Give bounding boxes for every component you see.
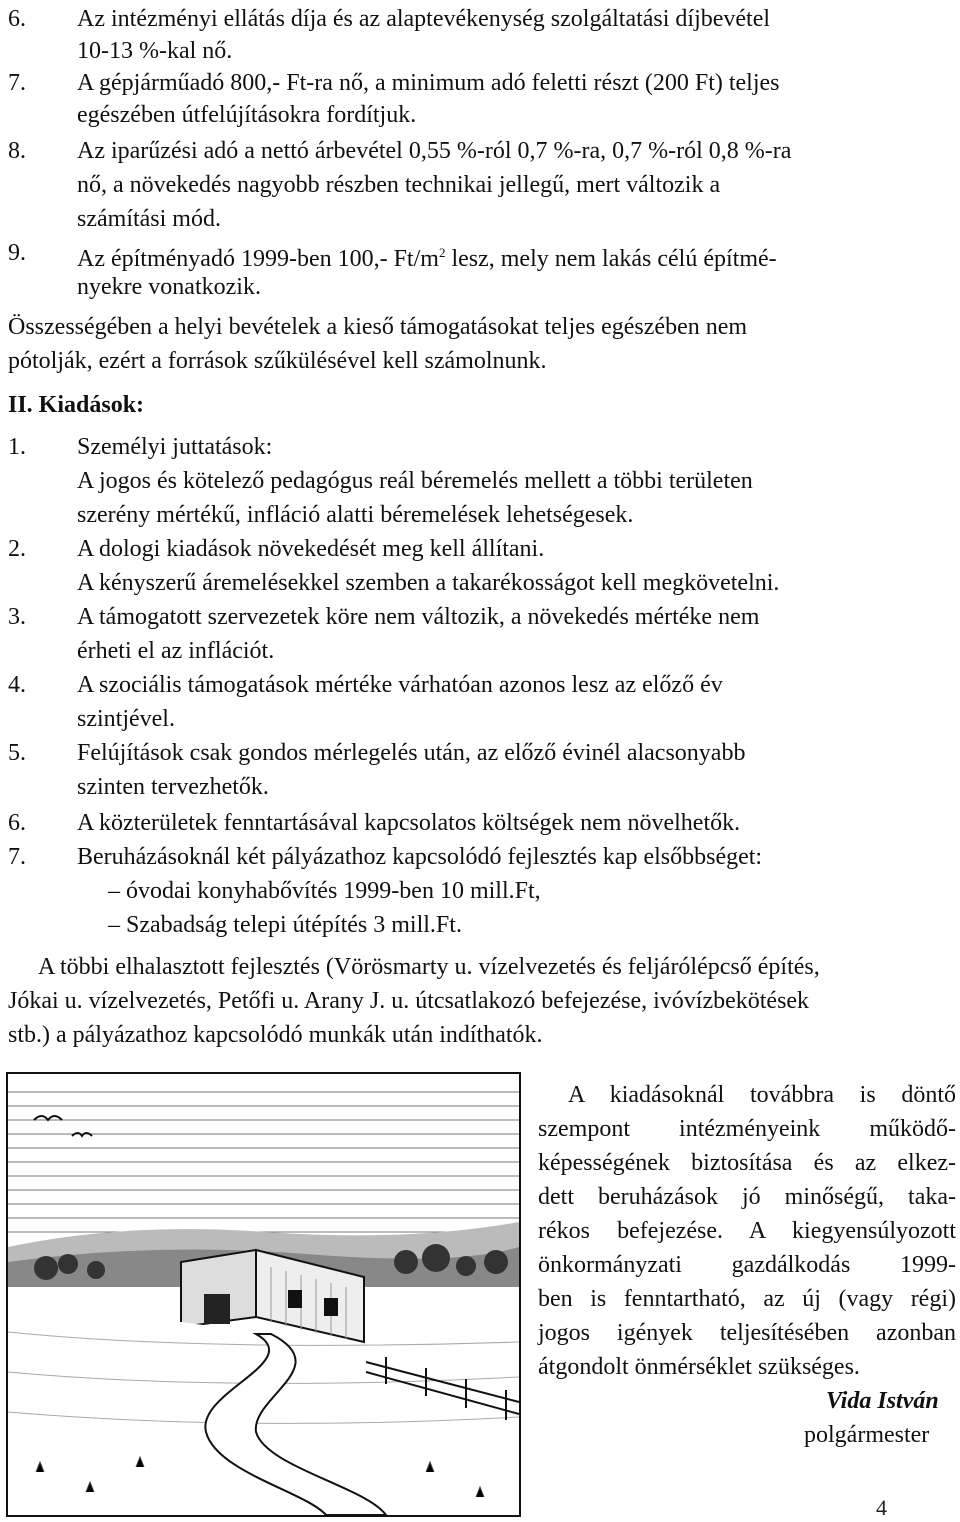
paragraph-line: átgondolt önmérséklet szükséges. xyxy=(538,1354,860,1380)
paragraph-line: önkormányzati gazdálkodás 1999- xyxy=(538,1252,956,1278)
list-item-line: A gépjárműadó 800,- Ft-ra nő, a minimum adó feletti részt (200 Ft) teljes xyxy=(77,70,780,96)
paragraph-line: szempont intézményeink működő- xyxy=(538,1116,956,1142)
paragraph-line: ben is fenntartható, az új (vagy régi) xyxy=(538,1286,956,1312)
signature-title: polgármester xyxy=(804,1422,930,1448)
list-number: 4. xyxy=(8,672,26,698)
list-item-line: szinten tervezhetők. xyxy=(77,774,269,800)
list-number: 9. xyxy=(8,240,26,266)
list-number: 8. xyxy=(8,138,26,164)
paragraph-line: dett beruházások jó minőségű, taka- xyxy=(538,1184,956,1210)
list-item-line: 10-13 %-kal nő. xyxy=(77,38,233,64)
list-number: 7. xyxy=(8,844,26,870)
paragraph-line: jogos igények teljesítésében azonban xyxy=(538,1320,956,1346)
signature-name: Vida István xyxy=(826,1388,939,1414)
list-item-line: Személyi juttatások: xyxy=(77,434,273,460)
list-item-line: Felújítások csak gondos mérlegelés után, az előző évinél alacsonyabb xyxy=(77,740,746,766)
page-number: 4 xyxy=(876,1495,887,1520)
list-item-line: A dologi kiadások növekedését meg kell állítani. xyxy=(77,536,545,562)
list-number: 3. xyxy=(8,604,26,630)
list-item-line: érheti el az inflációt. xyxy=(77,638,275,664)
list-item-line: – Szabadság telepi útépítés 3 mill.Ft. xyxy=(108,912,462,938)
list-number: 6. xyxy=(8,810,26,836)
paragraph-line: A többi elhalasztott fejlesztés (Vörösmarty u. vízelvezetés és feljárólépcső építés, xyxy=(38,954,820,980)
paragraph-line: rékos befejezése. A kiegyensúlyozott xyxy=(538,1218,956,1244)
paragraph-line: A kiadásoknál továbbra is döntő xyxy=(568,1082,956,1108)
list-item-line: egészében útfelújításokra fordítjuk. xyxy=(77,102,417,128)
list-item-line: szerény mértékű, infláció alatti béremelések lehetségesek. xyxy=(77,502,634,528)
paragraph-line: képességének biztosítása és az elkez- xyxy=(538,1150,956,1176)
paragraph-line: Jókai u. vízelvezetés, Petőfi u. Arany J. u. útcsatlakozó befejezése, ivóvízbekötések xyxy=(8,988,810,1014)
list-number: 2. xyxy=(8,536,26,562)
list-item-line: szintjével. xyxy=(77,706,175,732)
list-item-line: A kényszerű áremelésekkel szemben a takarékosságot kell megkövetelni. xyxy=(77,570,780,596)
list-item-line: A támogatott szervezetek köre nem változik, a növekedés mértéke nem xyxy=(77,604,760,630)
list-item-line: Az intézményi ellátás díja és az alaptevékenység szolgáltatási díjbevétel xyxy=(77,6,771,32)
list-item-line: nő, a növekedés nagyobb részben technikai jellegű, mert változik a xyxy=(77,172,721,198)
list-number: 7. xyxy=(8,70,26,96)
list-item-line: A szociális támogatások mértéke várhatóan azonos lesz az előző év xyxy=(77,672,723,698)
paragraph-line: pótolják, ezért a források szűkülésével kell számolnunk. xyxy=(8,348,547,374)
list-item-line: Az iparűzési adó a nettó árbevétel 0,55 %-ról 0,7 %-ra, 0,7 %-ról 0,8 %-ra xyxy=(77,138,792,164)
list-number: 1. xyxy=(8,434,26,460)
list-item-line: A jogos és kötelező pedagógus reál béremelés mellett a többi területen xyxy=(77,468,753,494)
list-item-line: Az építményadó 1999-ben 100,- $Ft/m^2$ lesz, mely nem lakás célú építmé- xyxy=(77,245,777,272)
list-item-line: nyekre vonatkozik. xyxy=(77,274,261,300)
list-number: 6. xyxy=(8,6,26,32)
list-item-line: A közterületek fenntartásával kapcsolatos költségek nem növelhetők. xyxy=(77,810,741,836)
paragraph-line: stb.) a pályázathoz kapcsolódó munkák után indíthatók. xyxy=(8,1022,543,1048)
list-item-line: – óvodai konyhabővítés 1999-ben 10 mill.Ft, xyxy=(108,878,541,904)
list-item-line: számítási mód. xyxy=(77,206,221,232)
paragraph-line: Összességében a helyi bevételek a kieső támogatásokat teljes egészében nem xyxy=(8,314,748,340)
section-heading: II. Kiadások: xyxy=(8,392,145,418)
list-number: 5. xyxy=(8,740,26,766)
list-item-line: Beruházásoknál két pályázathoz kapcsolódó fejlesztés kap elsőbbséget: xyxy=(77,844,763,870)
rural-barn-landscape-icon xyxy=(6,1072,521,1517)
